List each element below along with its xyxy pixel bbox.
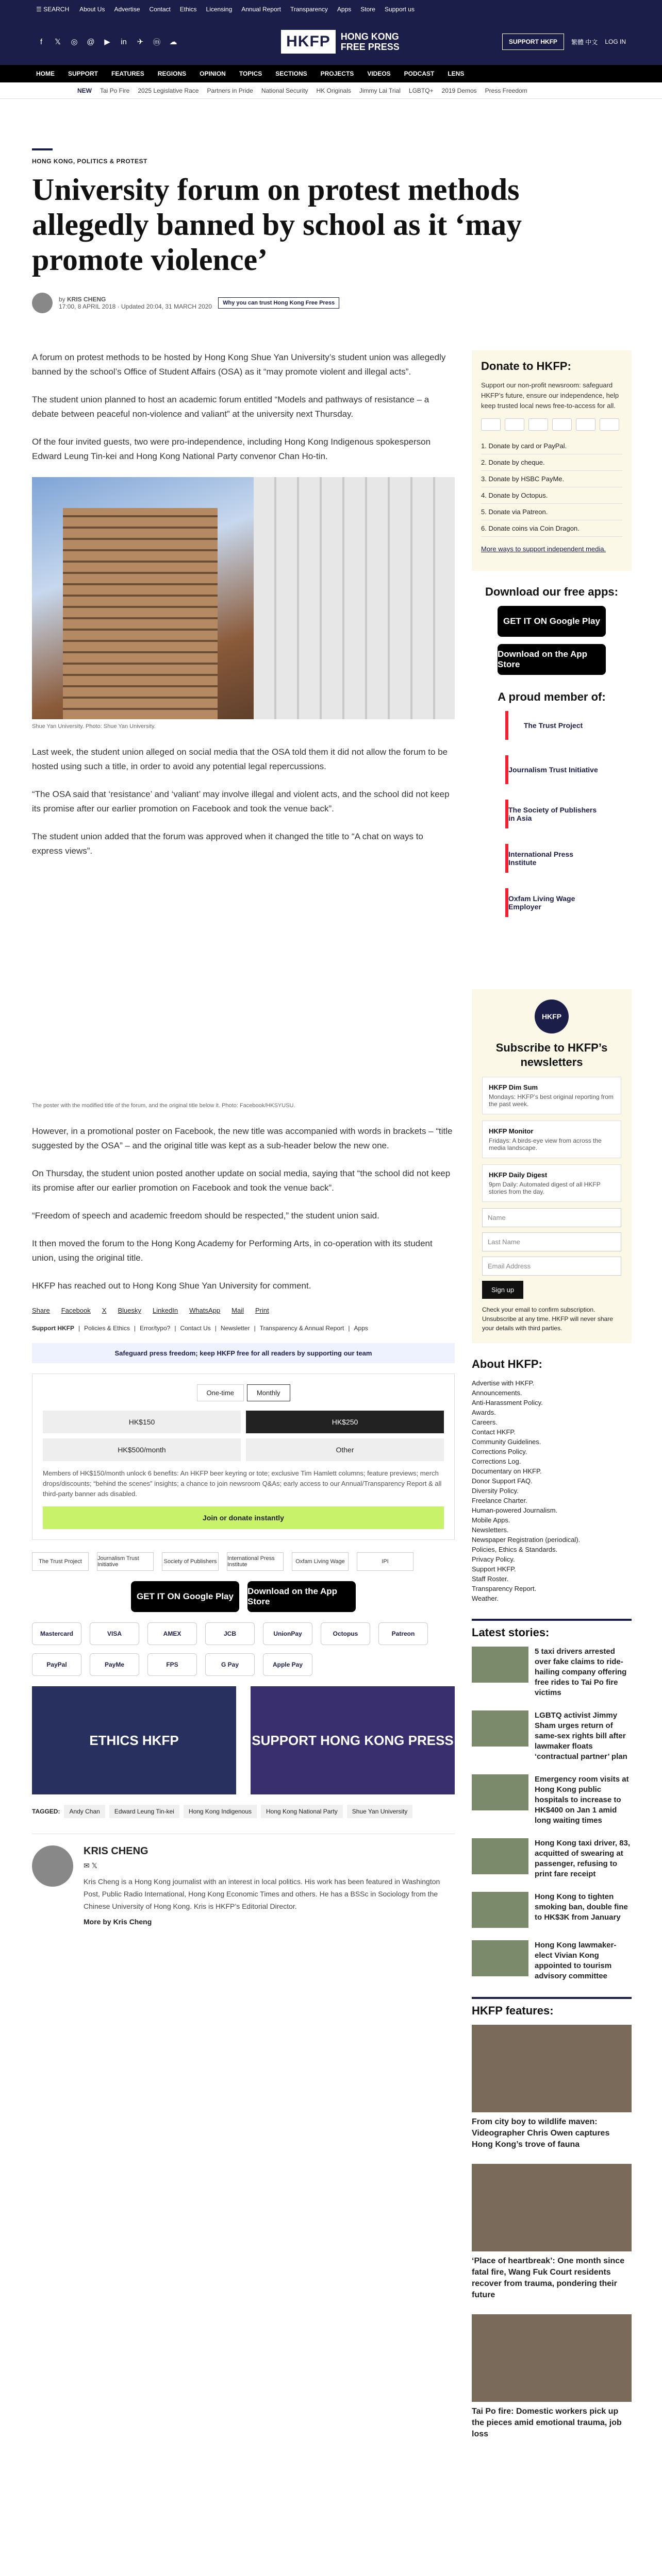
nav-home[interactable]: HOME: [36, 70, 55, 77]
photo-caption: Shue Yan University. Photo: Shue Yan University.: [32, 723, 156, 730]
payment-icons: [481, 418, 622, 431]
trending-item[interactable]: Press Freedom: [485, 87, 527, 94]
pay-visa: VISA: [90, 1622, 139, 1645]
pay-applepay: Apple Pay: [263, 1653, 312, 1676]
newsletter-note: Check your email to confirm subscription. Unsubscribe at any time. HKFP will never share your details with third parties.: [482, 1306, 613, 1332]
badge[interactable]: Oxfam Living Wage: [292, 1552, 349, 1571]
newsletter-option-desc: 9pm Daily: Automated digest of all HKFP stories from the day.: [489, 1181, 601, 1195]
newsletter-option[interactable]: [482, 1121, 621, 1158]
about-item[interactable]: Transparency Report.: [472, 1585, 537, 1592]
category-bar: [32, 148, 53, 150]
trending-item[interactable]: 2025 Legislative Race: [138, 87, 199, 94]
author-bio: Kris Cheng is a Hong Kong journalist with an interest in local politics. His work has been featured in Washington Post, Public Radio International, Hong Kong Economic Times and others. He has a BSSc in Sociology from the Chinese University of Hong Kong. Kris is HKFP’s Editorial Director.: [84, 1877, 440, 1910]
share-facebook[interactable]: Facebook: [61, 1307, 91, 1314]
about-item[interactable]: Support HKFP.: [472, 1565, 516, 1573]
newsletter-option-desc: Mondays: HKFP’s best original reporting from the past week.: [489, 1093, 614, 1108]
article-title: University forum on protest methods allegedly banned by school as it ‘may promote violence’: [32, 173, 522, 277]
story-title: 5 taxi drivers arrested over fake claims to ride-hailing company offering free rides to Tai Po fire victims: [535, 1647, 627, 1697]
hkfp-badge-icon: HKFP: [535, 999, 569, 1033]
feature-thumb[interactable]: [472, 2314, 632, 2402]
member-title: A proud member of:: [498, 690, 606, 703]
feature-title[interactable]: From city boy to wildlife maven: Videographer Chris Owen captures Hong Kong’s trove of fauna: [472, 2117, 610, 2149]
pay-fps: FPS: [147, 1653, 197, 1676]
pay-mastercard: Mastercard: [32, 1622, 81, 1645]
photo-building: [63, 508, 218, 719]
paragraph: A forum on protest methods to be hosted by Hong Kong Shue Yan University’s student union was allegedly banned by the school’s Office of Student Affairs (OSA) as it “may promote violent and illegal acts”.: [32, 352, 446, 377]
donate-method[interactable]: 6. Donate coins via Coin Dragon.: [481, 520, 622, 537]
payment-methods: [32, 1622, 455, 1676]
story-item[interactable]: [472, 1774, 632, 1826]
member-logo[interactable]: International Press Institute: [505, 844, 598, 873]
pay-gpay: G Pay: [205, 1653, 255, 1676]
donate-method[interactable]: 5. Donate via Patreon.: [481, 504, 622, 520]
mastercard-icon: [481, 418, 501, 431]
logo-line2: FREE PRESS: [340, 42, 400, 52]
paypal-icon: [552, 418, 572, 431]
pay-jcb: JCB: [205, 1622, 255, 1645]
trending-item[interactable]: HK Originals: [316, 87, 351, 94]
amex-icon: [528, 418, 548, 431]
lang-label: 繁體: [571, 38, 584, 46]
top-links: [79, 6, 415, 13]
about-item[interactable]: Advertise with HKFP.: [472, 1379, 535, 1387]
support-banner[interactable]: SUPPORT HONG KONG PRESS: [251, 1686, 455, 1794]
share-bar: [32, 1307, 455, 1314]
login-link[interactable]: LOG IN: [605, 38, 626, 45]
author-box-content: [84, 1845, 455, 1926]
pay-amex: AMEX: [147, 1622, 197, 1645]
site-logo[interactable]: [281, 30, 400, 54]
updated-date: Updated 20:04, 31 MARCH 2020: [121, 303, 212, 310]
google-play-button[interactable]: GET IT ON Google Play: [131, 1581, 239, 1612]
foot-link[interactable]: Transparency & Annual Report: [259, 1325, 344, 1332]
search-label: SEARCH: [43, 6, 70, 13]
logo-line1: HONG KONG: [340, 31, 399, 42]
author-link[interactable]: KRIS CHENG: [67, 296, 106, 303]
feature-title[interactable]: ‘Place of heartbreak’: One month since fatal fire, Wang Fuk Court residents recover from trauma, pondering their future: [472, 2257, 625, 2299]
about-item[interactable]: Donor Support FAQ.: [472, 1477, 533, 1485]
donate-method[interactable]: 2. Donate by cheque.: [481, 454, 622, 471]
author-avatar: [32, 293, 53, 313]
last-name-field[interactable]: Last Name: [482, 1232, 621, 1251]
donate-widget: [472, 350, 632, 571]
author-social: ✉ 𝕏: [84, 1861, 97, 1870]
nav-lens[interactable]: LENS: [448, 70, 465, 77]
newsletter-option-title: HKFP Daily Digest: [489, 1171, 548, 1179]
main-nav: [0, 65, 662, 82]
lang-label2: 中文: [585, 38, 598, 46]
donate-method[interactable]: 1. Donate by card or PayPal.: [481, 438, 622, 454]
sidebar-google-play[interactable]: GET IT ON Google Play: [498, 606, 606, 637]
donate-widget-title: Donate to HKFP:: [481, 360, 571, 372]
pay-unionpay: UnionPay: [263, 1622, 312, 1645]
threads-icon[interactable]: @: [87, 37, 95, 46]
about-item[interactable]: Newsletters.: [472, 1526, 509, 1534]
donate-banner[interactable]: Safeguard press freedom; keep HKFP free for all readers by supporting our team: [32, 1343, 455, 1363]
support-button[interactable]: SUPPORT HKFP: [502, 33, 564, 50]
publish-date: 17:00, 8 APRIL 2018: [59, 303, 116, 310]
email-field[interactable]: Email Address: [482, 1257, 621, 1276]
unionpay-icon: [576, 418, 595, 431]
promo-banners: [32, 1686, 455, 1794]
nav-videos[interactable]: VIDEOS: [367, 70, 391, 77]
about-item[interactable]: Human-powered Journalism.: [472, 1506, 558, 1514]
share-mail[interactable]: Mail: [231, 1307, 244, 1314]
top-bar: [0, 0, 662, 19]
trending-item[interactable]: Tai Po Fire: [100, 87, 130, 94]
app-store-button[interactable]: Download on the App Store: [247, 1581, 356, 1612]
features-title: HKFP features:: [472, 1997, 632, 2018]
newsletter-widget: [472, 989, 632, 1343]
foot-link[interactable]: Newsletter: [220, 1325, 250, 1332]
amount-option[interactable]: HK$500/month: [43, 1438, 241, 1461]
nav-regions[interactable]: REGIONS: [157, 70, 187, 77]
tag-list: [32, 1805, 455, 1818]
trending-bar: [0, 82, 662, 99]
tag[interactable]: Hong Kong National Party: [261, 1805, 343, 1818]
paragraph: However, in a promotional poster on Facebook, the new title was accompanied with words in brackets – “title suggested by the OSA” – and the original title was kept as a sub-header below the new one.: [32, 1126, 453, 1150]
youtube-icon[interactable]: ▶: [104, 38, 110, 46]
story-title: Hong Kong taxi driver, 83, acquitted of swearing at passenger, refusing to print fare receipt: [535, 1839, 631, 1878]
top-link[interactable]: Ethics: [179, 6, 197, 13]
store-row: [32, 1581, 455, 1612]
feature-thumb[interactable]: [472, 2164, 632, 2251]
paragraph: The student union planned to host an academic forum entitled “Models and pathways of resistance – a debate between peaceful non-violence and valiant” at the university next Thursday.: [32, 395, 429, 419]
top-link[interactable]: Licensing: [206, 6, 233, 13]
visa-icon: [505, 418, 524, 431]
pay-octopus: Octopus: [321, 1622, 370, 1645]
logo-mark: HKFP: [281, 30, 336, 54]
freq-monthly[interactable]: Monthly: [247, 1384, 290, 1401]
nav-support[interactable]: SUPPORT: [68, 70, 98, 77]
story-thumb: [472, 1710, 528, 1747]
about-item[interactable]: Corrections Log.: [472, 1458, 521, 1465]
story-item[interactable]: [472, 1647, 632, 1698]
badge[interactable]: Journalism Trust Initiative: [97, 1552, 154, 1571]
photo-building-right: [254, 477, 455, 719]
article-body: [32, 350, 455, 1926]
top-link[interactable]: Transparency: [290, 6, 328, 13]
byline-author: by KRIS CHENG: [59, 296, 106, 303]
foot-link[interactable]: Contact Us: [180, 1325, 211, 1332]
trending-item[interactable]: Jimmy Lai Trial: [359, 87, 401, 94]
about-item[interactable]: Community Guidelines.: [472, 1438, 541, 1446]
top-link[interactable]: About Us: [79, 6, 105, 13]
byline-meta: [59, 296, 212, 310]
tag[interactable]: Edward Leung Tin-kei: [109, 1805, 179, 1818]
story-thumb: [472, 1774, 528, 1810]
about-list: [472, 1378, 632, 1603]
about-item[interactable]: Diversity Policy.: [472, 1487, 519, 1495]
author-box: [32, 1834, 455, 1926]
about-item[interactable]: Policies, Ethics & Standards.: [472, 1546, 558, 1553]
donate-form: [32, 1374, 455, 1540]
trending-item[interactable]: 2019 Demos: [441, 87, 477, 94]
tag[interactable]: Hong Kong Indigenous: [184, 1805, 257, 1818]
name-field[interactable]: Name: [482, 1208, 621, 1227]
badge[interactable]: Society of Publishers: [162, 1552, 219, 1571]
trending-label: NEW: [77, 87, 92, 94]
linkedin-icon[interactable]: in: [121, 37, 127, 46]
about-item[interactable]: Freelance Charter.: [472, 1497, 527, 1504]
newsletter-option-title: HKFP Monitor: [489, 1127, 534, 1135]
donate-method[interactable]: 3. Donate by HSBC PayMe.: [481, 471, 622, 487]
share-bluesky[interactable]: Bluesky: [118, 1307, 141, 1314]
paragraph: HKFP has reached out to Hong Kong Shue Yan University for comment.: [32, 1281, 311, 1291]
badge-row: [32, 1552, 455, 1571]
story-title: Emergency room visits at Hong Kong public hospitals to increase to HK$400 on Jan 1 amid long waiting times: [535, 1775, 629, 1825]
paragraph: “Freedom of speech and academic freedom should be respected,” the student union said.: [32, 1211, 379, 1221]
footer-links: Support HKFP | Policies & Ethics | Error/typo? | Contact Us | Newsletter | Transparency & Annual Report | Apps: [32, 1325, 368, 1332]
site-header: [0, 19, 662, 65]
logo-text: [341, 31, 400, 52]
apps-title: Download our free apps:: [485, 585, 618, 598]
telegram-icon[interactable]: ✈: [137, 38, 144, 46]
amount-option[interactable]: HK$250: [246, 1411, 444, 1433]
about-title: About HKFP:: [472, 1358, 542, 1370]
about-item[interactable]: Careers.: [472, 1418, 498, 1426]
jcb-icon: [600, 418, 619, 431]
paragraph: Last week, the student union alleged on social media that the OSA told them it did not allow the forum to be hosted using such a title, in order to avoid any potential legal repercussions.: [32, 747, 448, 771]
nav-opinion[interactable]: OPINION: [200, 70, 226, 77]
social-icons: [36, 37, 178, 47]
top-link[interactable]: Support us: [384, 6, 415, 13]
article-category[interactable]: HONG KONG, POLITICS & PROTEST: [32, 158, 147, 165]
more-ways-link[interactable]: More ways to support independent media.: [481, 545, 606, 553]
pay-paypal: PayPal: [32, 1653, 81, 1676]
amount-option[interactable]: Other: [246, 1438, 444, 1461]
story-item[interactable]: [472, 1710, 632, 1762]
about-item[interactable]: Weather.: [472, 1595, 499, 1602]
badge[interactable]: International Press Institute: [227, 1552, 284, 1571]
member-logo[interactable]: The Trust Project: [505, 711, 598, 740]
about-item[interactable]: Staff Roster.: [472, 1575, 509, 1583]
nav-features[interactable]: FEATURES: [111, 70, 144, 77]
donate-note: Members of HK$150/month unlock 6 benefits: An HKFP beer keyring or tote; exclusive Tim Hamlett columns; feature previews; merch drops/discounts; “behind the scenes” insights; a chance to join newsroom Q&As; early access to our Annual/Transparency Report & all third-party banner ads disabled.: [43, 1469, 442, 1498]
tag[interactable]: Shue Yan University: [347, 1805, 413, 1818]
feature-title[interactable]: Tai Po fire: Domestic workers pick up the pieces amid emotional trauma, job loss: [472, 2407, 622, 2438]
paragraph: It then moved the forum to the Hong Kong Academy for Performing Arts, in co-operation with its student union, using the original title.: [32, 1239, 433, 1263]
author-box-name[interactable]: KRIS CHENG: [84, 1845, 148, 1857]
mastodon-icon[interactable]: ⓜ: [153, 38, 161, 47]
search-button[interactable]: ☰ SEARCH: [36, 6, 70, 13]
share-label[interactable]: Share: [32, 1307, 50, 1314]
share-x[interactable]: X: [102, 1307, 107, 1314]
latest-title: Latest stories:: [472, 1619, 632, 1639]
more-by-author-link[interactable]: More by Kris Cheng: [84, 1918, 152, 1926]
about-item[interactable]: Newspaper Registration (periodical).: [472, 1536, 581, 1544]
trust-link[interactable]: Why you can trust Hong Kong Free Press: [218, 297, 339, 309]
header-actions: [502, 33, 626, 50]
share-print[interactable]: Print: [255, 1307, 269, 1314]
app-buttons: [472, 606, 632, 675]
pay-payme: PayMe: [90, 1653, 139, 1676]
x-icon[interactable]: 𝕏: [54, 38, 61, 46]
newsletter-title: Subscribe to HKFP’s newsletters: [495, 1041, 608, 1069]
poster-image: [32, 872, 455, 1098]
trending-item[interactable]: Partners in Pride: [207, 87, 253, 94]
newsletter-option[interactable]: [482, 1077, 621, 1114]
top-link[interactable]: Apps: [337, 6, 352, 13]
nav-projects[interactable]: PROJECTS: [320, 70, 354, 77]
story-item[interactable]: [472, 1940, 632, 1981]
share-linkedin[interactable]: LinkedIn: [153, 1307, 178, 1314]
sidebar-app-store[interactable]: Download on the App Store: [498, 644, 606, 675]
paragraph: The student union added that the forum was approved when it changed the title to “A chat on ways to express views”.: [32, 832, 423, 856]
amount-option[interactable]: HK$150: [43, 1411, 241, 1433]
story-thumb: [472, 1838, 528, 1874]
signup-button[interactable]: Sign up: [482, 1281, 523, 1299]
article-photo: [32, 477, 455, 719]
byline-dates: 17:00, 8 APRIL 2018 · Updated 20:04, 31 MARCH 2020: [59, 303, 212, 310]
about-item[interactable]: Mobile Apps.: [472, 1516, 510, 1524]
foot-link[interactable]: Apps: [354, 1325, 368, 1332]
feature-thumb[interactable]: [472, 2025, 632, 2112]
story-item[interactable]: [472, 1838, 632, 1879]
story-title: LGBTQ activist Jimmy Sham urges return of same-sex rights bill after lawmaker floats ‘contractual partner’ plan: [535, 1711, 627, 1761]
lang-switch[interactable]: [571, 38, 598, 46]
badge[interactable]: IPI: [357, 1552, 413, 1571]
foot-link[interactable]: Error/typo?: [139, 1325, 171, 1332]
about-item[interactable]: Contact HKFP.: [472, 1428, 516, 1436]
story-item[interactable]: [472, 1892, 632, 1928]
nav-podcast[interactable]: PODCAST: [404, 70, 435, 77]
member-logo[interactable]: Oxfam Living Wage Employer: [505, 888, 598, 917]
donate-widget-text[interactable]: Support our non-profit newsroom: safeguard HKFP’s future, ensure our independence, help keep trusted local news free-to-access for all.: [481, 381, 619, 410]
join-button[interactable]: Join or donate instantly: [43, 1506, 444, 1529]
about-item[interactable]: Announcements.: [472, 1389, 522, 1397]
pay-patreon: Patreon: [378, 1622, 428, 1645]
author-box-avatar: [32, 1845, 73, 1887]
tag[interactable]: Andy Chan: [64, 1805, 105, 1818]
facebook-icon[interactable]: f: [40, 37, 43, 46]
amount-options: [43, 1411, 444, 1461]
member-logo[interactable]: Journalism Trust Initiative: [505, 755, 598, 784]
byline: [32, 293, 630, 313]
nav-topics[interactable]: TOPICS: [239, 70, 262, 77]
article-header: [32, 148, 630, 313]
paragraph: On Thursday, the student union posted another update on social media, saying that “the school did not keep its promise after our earlier promotion on Facebook and took the venue back”.: [32, 1168, 451, 1193]
story-title: Hong Kong lawmaker-elect Vivian Kong appointed to tourism advisory committee: [535, 1941, 617, 1980]
donate-methods: [481, 438, 622, 537]
trending-item[interactable]: LGBTQ+: [408, 87, 434, 94]
ethics-banner[interactable]: ETHICS HKFP: [32, 1686, 236, 1794]
story-title: Hong Kong to tighten smoking ban, double fine to HK$3K from January: [535, 1892, 628, 1922]
instagram-icon[interactable]: ◎: [71, 38, 78, 46]
about-item[interactable]: Anti-Harassment Policy.: [472, 1399, 543, 1406]
freq-one-time[interactable]: One-time: [197, 1384, 244, 1401]
tags-label: TAGGED:: [32, 1808, 60, 1815]
sidebar: [472, 350, 632, 2453]
newsletter-option-desc: Fridays: A birds-eye view from across the media landscape.: [489, 1137, 602, 1151]
frequency-toggle: [43, 1384, 444, 1401]
badge[interactable]: The Trust Project: [32, 1552, 89, 1571]
share-whatsapp[interactable]: WhatsApp: [189, 1307, 221, 1314]
paragraph: “The OSA said that ‘resistance’ and ‘valiant’ may involve illegal and violent acts, and the school did not keep its promise after our earlier promotion on Facebook and took the venue back”.: [32, 789, 450, 814]
about-item[interactable]: Privacy Policy.: [472, 1555, 515, 1563]
top-link[interactable]: Annual Report: [241, 6, 281, 13]
trending-item[interactable]: National Security: [261, 87, 308, 94]
bluesky-icon[interactable]: ☁: [169, 38, 177, 46]
latest-list: [472, 1647, 632, 1981]
about-item[interactable]: Corrections Policy.: [472, 1448, 527, 1455]
story-thumb: [472, 1892, 528, 1928]
top-link[interactable]: Advertise: [114, 6, 140, 13]
member-logo[interactable]: The Society of Publishers in Asia: [505, 800, 598, 828]
paragraph: Of the four invited guests, two were pro-independence, including Hong Kong Indigenous spokesperson Edward Leung Tin-kei and Hong Kong National Party convenor Chan Ho-tin.: [32, 437, 431, 461]
member-logos: [472, 711, 632, 917]
story-thumb: [472, 1647, 528, 1683]
about-item[interactable]: Awards.: [472, 1409, 496, 1416]
story-thumb: [472, 1940, 528, 1976]
about-item[interactable]: Documentary on HKFP.: [472, 1467, 542, 1475]
nav-sections[interactable]: SECTIONS: [275, 70, 307, 77]
about-widget: [472, 1358, 632, 1603]
foot-link[interactable]: Policies & Ethics: [84, 1325, 130, 1332]
top-link[interactable]: Contact: [149, 6, 171, 13]
top-link[interactable]: Store: [360, 6, 375, 13]
newsletter-option-title: HKFP Dim Sum: [489, 1083, 538, 1091]
foot-link[interactable]: Support HKFP: [32, 1325, 74, 1332]
newsletter-option[interactable]: [482, 1164, 621, 1202]
poster-caption: The poster with the modified title of the forum, and the original title below it. Photo: Facebook/HKSYUSU.: [32, 1103, 295, 1109]
features-list: [472, 2025, 632, 2440]
donate-method[interactable]: 4. Donate by Octopus.: [481, 487, 622, 504]
